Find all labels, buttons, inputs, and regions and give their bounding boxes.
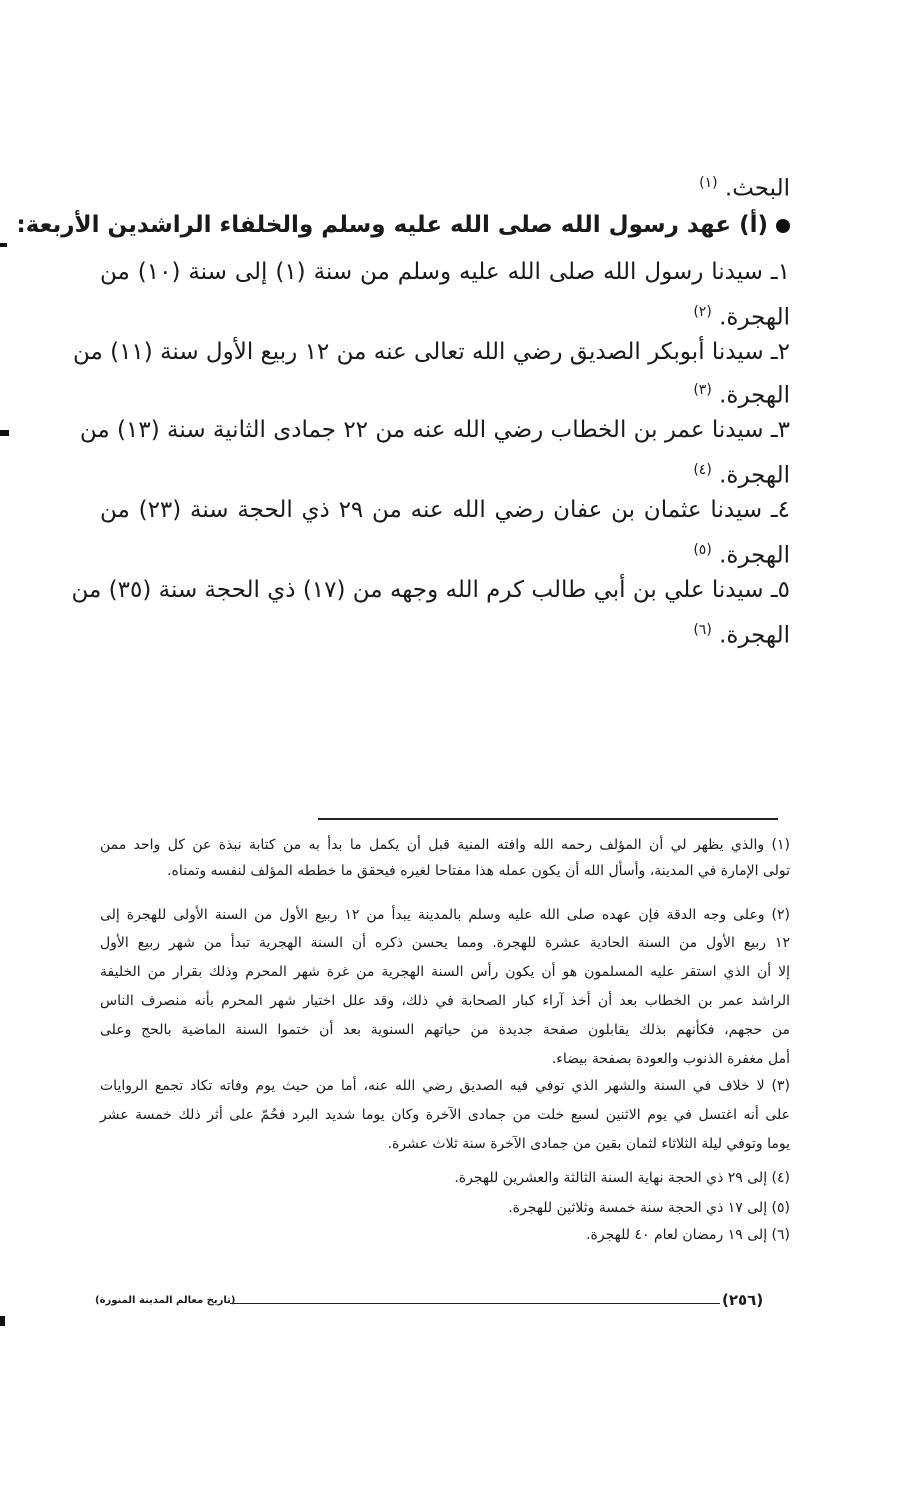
list-item-line (71, 575, 790, 605)
footnote-ref: (٢) (693, 304, 712, 320)
footnote-ref: (٥) (693, 542, 712, 558)
intro-text: البحث. (724, 175, 790, 202)
scan-edge-mark (0, 243, 7, 247)
footnote-line (100, 1049, 790, 1069)
footnote-line (100, 991, 790, 1011)
list-item-line (79, 415, 790, 445)
footnote-text: (٣) لا خلاف في السنة والشهر الذي توفي فيه الصديق رضي الله عنه، أما من حيث يوم وفاته تكاد تجمع الروايات (100, 1078, 790, 1094)
list-item-continuation (100, 297, 790, 333)
footnote-text: يوما وتوفي ليلة الثلاثاء لثمان بقين من جمادى الآخرة سنة ثلاث عشرة. (387, 1136, 790, 1152)
footnote-line (100, 835, 790, 855)
heading-text: (أ) عهد رسول الله صلى الله عليه وسلم والخلفاء الراشدين الأربعة: (16, 212, 768, 238)
footnote-line (100, 1105, 790, 1125)
list-item-text: الهجرة. (719, 304, 790, 331)
intro-line (100, 168, 790, 204)
bullet-icon (776, 219, 790, 233)
section-heading (16, 212, 790, 238)
footnote-line (100, 1198, 790, 1218)
list-item-continuation (100, 375, 790, 411)
footnote-text: الراشد عمر بن الخطاب بعد أن أخذ آراء كبار الصحابة في ذلك، وقد علل اختيار شهر المحرم بأنه منصرف الناس (100, 993, 790, 1009)
footnote-line (100, 1076, 790, 1096)
footnote-text: (١) والذي يظهر لي أن المؤلف رحمه الله وافته المنية قبل أن يكمل ما بدأ به من كتابة نبذة عن كل واحد ممن (100, 837, 790, 853)
running-title: (تاريخ معالم المدينة المنورة) (95, 1295, 236, 1306)
footnote-line (100, 1168, 790, 1188)
footnote-text: ١٢ ربيع الأول من السنة الحادية عشرة للهجرة. ومما يحسن ذكره أن السنة الهجرية تبدأ من شهر ربيع الأول (100, 935, 790, 951)
scan-edge-mark (0, 430, 9, 436)
footnote-line (100, 1225, 790, 1245)
list-item-continuation (100, 615, 790, 651)
footnote-ref: (٤) (693, 462, 712, 478)
list-item-text: ٤ـ سيدنا عثمان بن عفان رضي الله عنه من ٢٩ ذي الحجة سنة (٢٣) من (100, 497, 790, 523)
list-item-continuation (100, 455, 790, 491)
list-item-text: ٥ـ سيدنا علي بن أبي طالب كرم الله وجهه من (١٧) ذي الحجة سنة (٣٥) من (71, 577, 790, 603)
footnote-text: (٤) إلى ٢٩ ذي الحجة نهاية السنة الثالثة والعشرين للهجرة. (454, 1170, 790, 1186)
footnote-text: (٦) إلى ١٩ رمضان لعام ٤٠ للهجرة. (586, 1227, 790, 1243)
footnote-text: تولى الإمارة في المدينة، وأسأل الله أن يكون عمله هذا مفتاحا لغيره فيحقق ما خططه المؤلف لنفسه وتمناه. (167, 863, 790, 879)
footnote-ref: (٣) (693, 382, 712, 398)
list-item-text: الهجرة. (719, 382, 790, 409)
list-item-text: الهجرة. (719, 622, 790, 649)
footnote-line (100, 962, 790, 982)
footnote-line (100, 933, 790, 953)
list-item-text: ٣ـ سيدنا عمر بن الخطاب رضي الله عنه من ٢٢ جمادى الثانية سنة (١٣) من (79, 417, 790, 443)
footnote-ref: (٦) (693, 622, 712, 638)
footnote-text: أمل مغفرة الذنوب والعودة بصفحة بيضاء. (551, 1051, 790, 1067)
list-item-text: الهجرة. (719, 542, 790, 569)
footnote-text: إلا أن الذي استقر عليه المسلمون هو أن يكون رأس السنة الهجرية من غرة شهر المحرم وذلك بقرار من الخليفة (100, 964, 790, 980)
footnote-text: (٥) إلى ١٧ ذي الحجة سنة خمسة وثلاثين للهجرة. (508, 1200, 790, 1216)
list-item-text: الهجرة. (719, 462, 790, 489)
list-item-line (72, 337, 790, 367)
list-item-text: ١ـ سيدنا رسول الله صلى الله عليه وسلم من سنة (١) إلى سنة (١٠) من (100, 259, 790, 285)
footnote-text: (٢) وعلى وجه الدقة فإن عهده صلى الله عليه وسلم بالمدينة يبدأ من ١٢ ربيع الأول من السنة الأولى للهجرة إلى (100, 907, 790, 923)
footnote-ref: (١) (699, 175, 718, 191)
page-number: (٢٥٦) (722, 1291, 764, 1309)
footnote-line (100, 861, 790, 881)
footnote-line (100, 905, 790, 925)
footer-rule (230, 1303, 720, 1304)
list-item-continuation (100, 535, 790, 571)
footnote-line (100, 1134, 790, 1154)
footnote-text: على أنه اغتسل في يوم الاثنين لسبع خلت من جمادى الآخرة وكان يوما شديد البرد فحُمّ على أثر ذلك خمسة عشر (100, 1107, 790, 1123)
list-item-line (100, 495, 790, 525)
footnote-line (100, 1020, 790, 1040)
footnote-text: من حجهم، فكأنهم بذلك يقابلون صفحة جديدة من حياتهم السنوية بعد أن ختموا السنة الماضية بالحج وعلى (100, 1022, 790, 1038)
list-item-text: ٢ـ سيدنا أبوبكر الصديق رضي الله تعالى عنه من ١٢ ربيع الأول سنة (١١) من (72, 339, 790, 365)
footnote-separator (318, 818, 778, 820)
list-item-line (100, 257, 790, 287)
scan-edge-mark (0, 1316, 5, 1326)
